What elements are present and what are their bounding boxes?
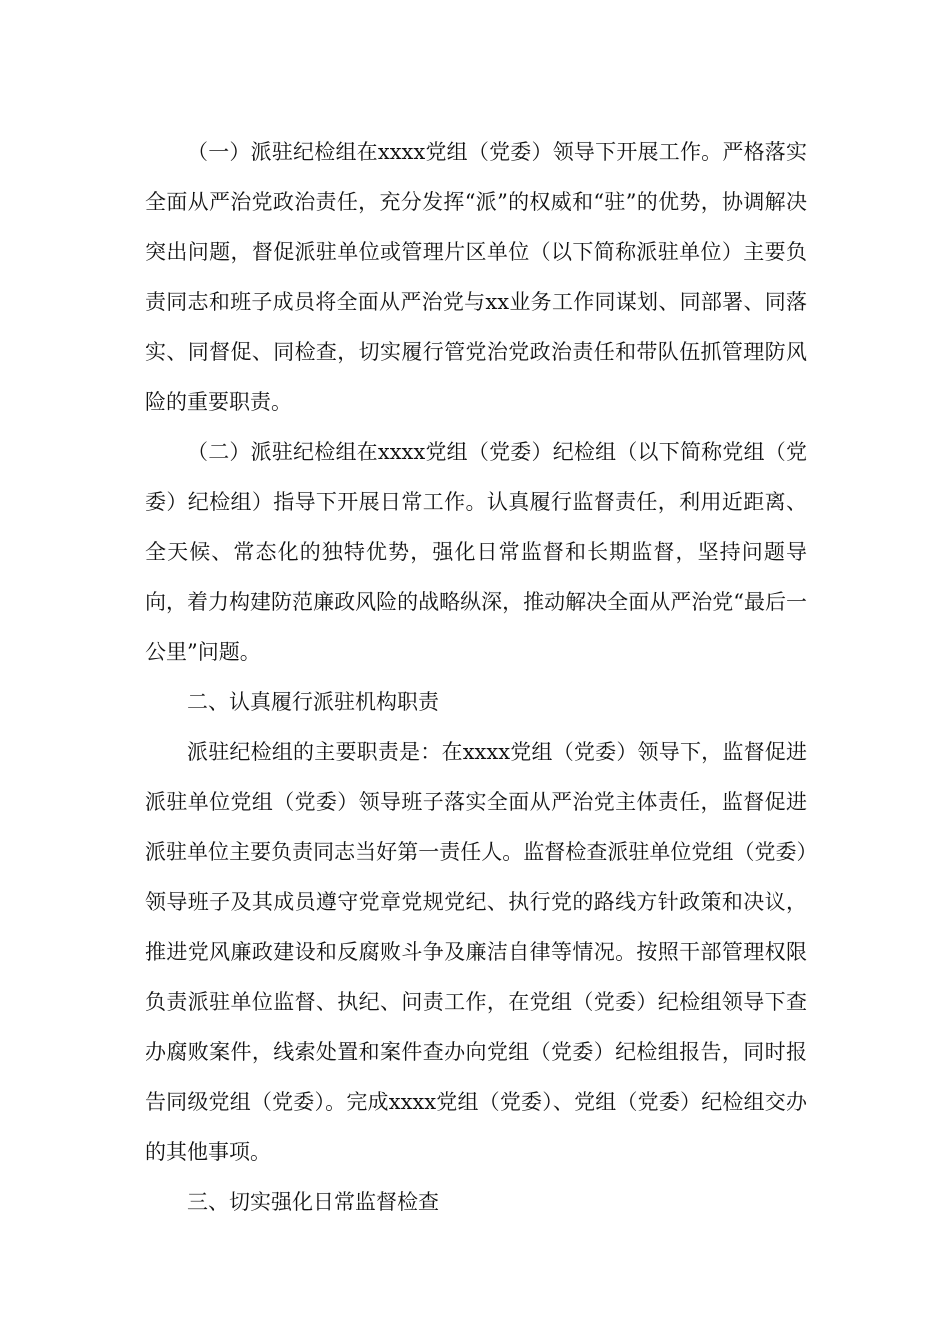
section-heading-3: 三、切实强化日常监督检查 bbox=[187, 1190, 439, 1214]
document-body bbox=[145, 127, 807, 1227]
paragraph-item-2-guidance: （二）派驻纪检组在xxxx党组（党委）纪检组（以下简称党组（党委）纪检组）指导下开展日常工作。认真履行监督责任，利用近距离、全天候、常态化的独特优势，强化日常监督和长期监督，坚持问题导向，着力构建防范廉政风险的战略纵深，推动解决全面从严治党“最后一公里”问题。 bbox=[145, 440, 807, 664]
section-heading-2: 二、认真履行派驻机构职责 bbox=[187, 690, 439, 714]
paragraph-main-duties: 派驻纪检组的主要职责是：在xxxx党组（党委）领导下，监督促进派驻单位党组（党委）领导班子落实全面从严治党主体责任，监督促进派驻单位主要负责同志当好第一责任人。监督检查派驻单位党组（党委）领导班子及其成员遵守党章党规党纪、执行党的路线方针政策和决议，推进党风廉政建设和反腐败斗争及廉洁自律等情况。按照干部管理权限负责派驻单位监督、执纪、问责工作，在党组（党委）纪检组领导下查办腐败案件，线索处置和案件查办向党组（党委）纪检组报告，同时报告同级党组（党委）。完成xxxx党组（党委）、党组（党委）纪检组交办的其他事项。 bbox=[145, 740, 807, 1164]
paragraph-item-1-leadership: （一）派驻纪检组在xxxx党组（党委）领导下开展工作。严格落实全面从严治党政治责任，充分发挥“派”的权威和“驻”的优势，协调解决突出问题，督促派驻单位或管理片区单位（以下简称派驻单位）主要负责同志和班子成员将全面从严治党与xx业务工作同谋划、同部署、同落实、同督促、同检查，切实履行管党治党政治责任和带队伍抓管理防风险的重要职责。 bbox=[145, 140, 807, 414]
